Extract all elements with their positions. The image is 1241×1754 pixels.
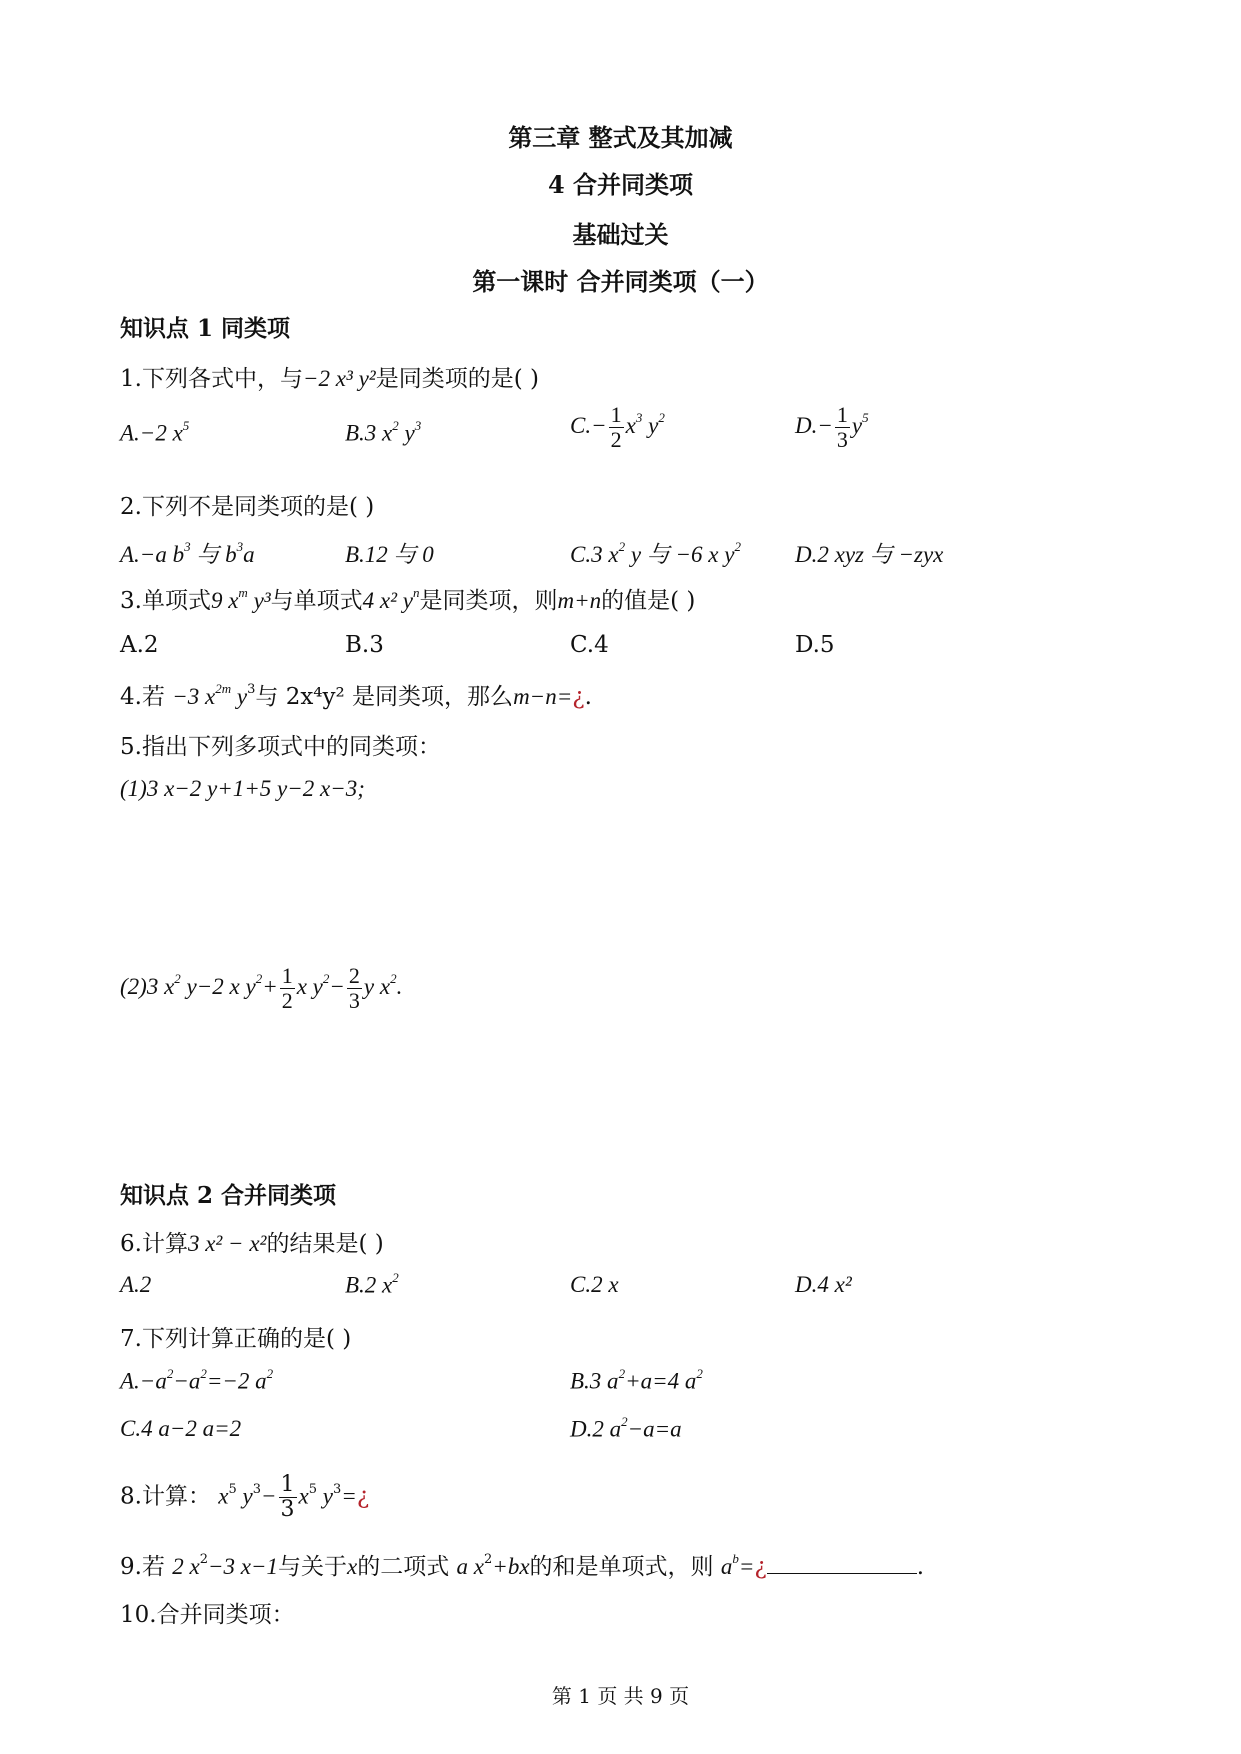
question-3-stem: 3.单项式9 $x^m$ y³与单项式4 x² $y^n$是同类项，则m+n的值是( ) <box>120 585 696 614</box>
question-8-stem: 8.计算： $x^5$ $y^3-$ $\frac{1}{3}$ $x^5$ $y^3=¿$ <box>120 1472 370 1522</box>
q3-option-d: D.5 <box>795 632 835 658</box>
lesson-title: 第一课时 合并同类项（一） <box>472 267 769 296</box>
question-9-stem: 9.若 2 $x^2-3$ x−1与关于x的二项式 a $x^2+bx$的和是单项式，则 $a^b=¿$ . <box>120 1551 925 1580</box>
q7-option-a: $A.-a^2-a^2=-2$ $a^2$ <box>120 1366 274 1394</box>
q2-option-b: B.12 与 0 <box>345 542 434 567</box>
q4-answer-glyph: ¿ <box>572 684 585 710</box>
q3-option-a: A.2 <box>120 632 159 658</box>
question-2-stem: 2.下列不是同类项的是( ) <box>120 494 375 520</box>
q6-option-b: B.2 $x^2$ <box>345 1270 399 1298</box>
section-title: 4 合并同类项 <box>547 170 694 199</box>
q1-option-c: C.− $\frac{1}{2}$ $x^3$ $y^2$ <box>570 402 665 452</box>
knowledge-point-2-heading: 知识点 2 合并同类项 <box>120 1182 337 1209</box>
question-4-stem: 4.若 −3 $x^{2m}$ $y^3$与 2x⁴y² 是同类项，那么m−n=¿. <box>120 681 592 710</box>
q1-option-b: B.3 $x^2$ $y^3$ <box>345 418 422 446</box>
q6-option-a: A.2 <box>120 1272 152 1297</box>
q6-option-c: C.2 x <box>570 1272 619 1297</box>
q7-option-b: B.3 $a^2+a=4$ $a^2$ <box>570 1366 703 1394</box>
knowledge-point-1-heading: 知识点 1 同类项 <box>120 315 291 342</box>
q3-option-b: B.3 <box>345 632 384 658</box>
q9-answer-blank[interactable] <box>767 1553 917 1574</box>
q5-part-2: (2)3 $x^2$ y−2 x $y^2+$ $\frac{1}{2}$ x $y^2-$ $\frac{2}{3}$ y $x^2$. <box>120 963 403 1013</box>
level-title: 基础过关 <box>572 220 669 249</box>
q3-option-c: C.4 <box>570 632 609 658</box>
q1-prefix: 1.下列各式中，与 <box>120 366 303 392</box>
question-10-stem: 10.合并同类项： <box>120 1602 295 1628</box>
question-7-stem: 7.下列计算正确的是( ) <box>120 1326 352 1352</box>
chapter-title: 第三章 整式及其加减 <box>508 123 733 152</box>
q1-d-fraction: $\frac{1}{3}$ <box>836 402 848 452</box>
q1-c-fraction: $\frac{1}{2}$ <box>610 402 622 452</box>
question-1-stem <box>120 360 539 393</box>
question-6-stem: 6.计算3 x² − x²的结果是( ) <box>120 1231 384 1257</box>
q1-option-a: A.−2 $x^5$ <box>120 418 190 446</box>
question-5-stem: 5.指出下列多项式中的同类项： <box>120 734 441 760</box>
q1-option-d: D.− $\frac{1}{3}$ $y^5$ <box>795 402 869 452</box>
q7-option-d: D.2 $a^2-a=a$ <box>570 1414 682 1442</box>
q7-option-c: C.4 a−2 a=2 <box>120 1416 242 1441</box>
page-footer: 第 1 页 共 9 页 <box>551 1684 690 1708</box>
q2-option-d: D.2 xyz 与 −zyx <box>795 542 944 567</box>
q5-fraction-1: $\frac{1}{2}$ <box>281 963 293 1013</box>
q8-fraction: $\frac{1}{3}$ <box>280 1472 295 1522</box>
q1-suffix: 是同类项的是( ) <box>375 366 539 392</box>
q6-option-d: D.4 x² <box>795 1272 852 1297</box>
q9-answer-glyph: ¿ <box>754 1554 767 1580</box>
q2-option-a: A.−a $b^3$ 与 $b^3a$ <box>120 539 255 567</box>
q8-answer-glyph: ¿ <box>356 1483 370 1510</box>
q1-expression: −2 x³ y² <box>302 366 376 391</box>
q2-option-c: C.3 $x^2$ y 与 −6 x $y^2$ <box>570 539 741 567</box>
q5-fraction-2: $\frac{2}{3}$ <box>348 963 360 1013</box>
q5-part-1: (1)3 x−2 y+1+5 y−2 x−3; <box>120 776 365 801</box>
